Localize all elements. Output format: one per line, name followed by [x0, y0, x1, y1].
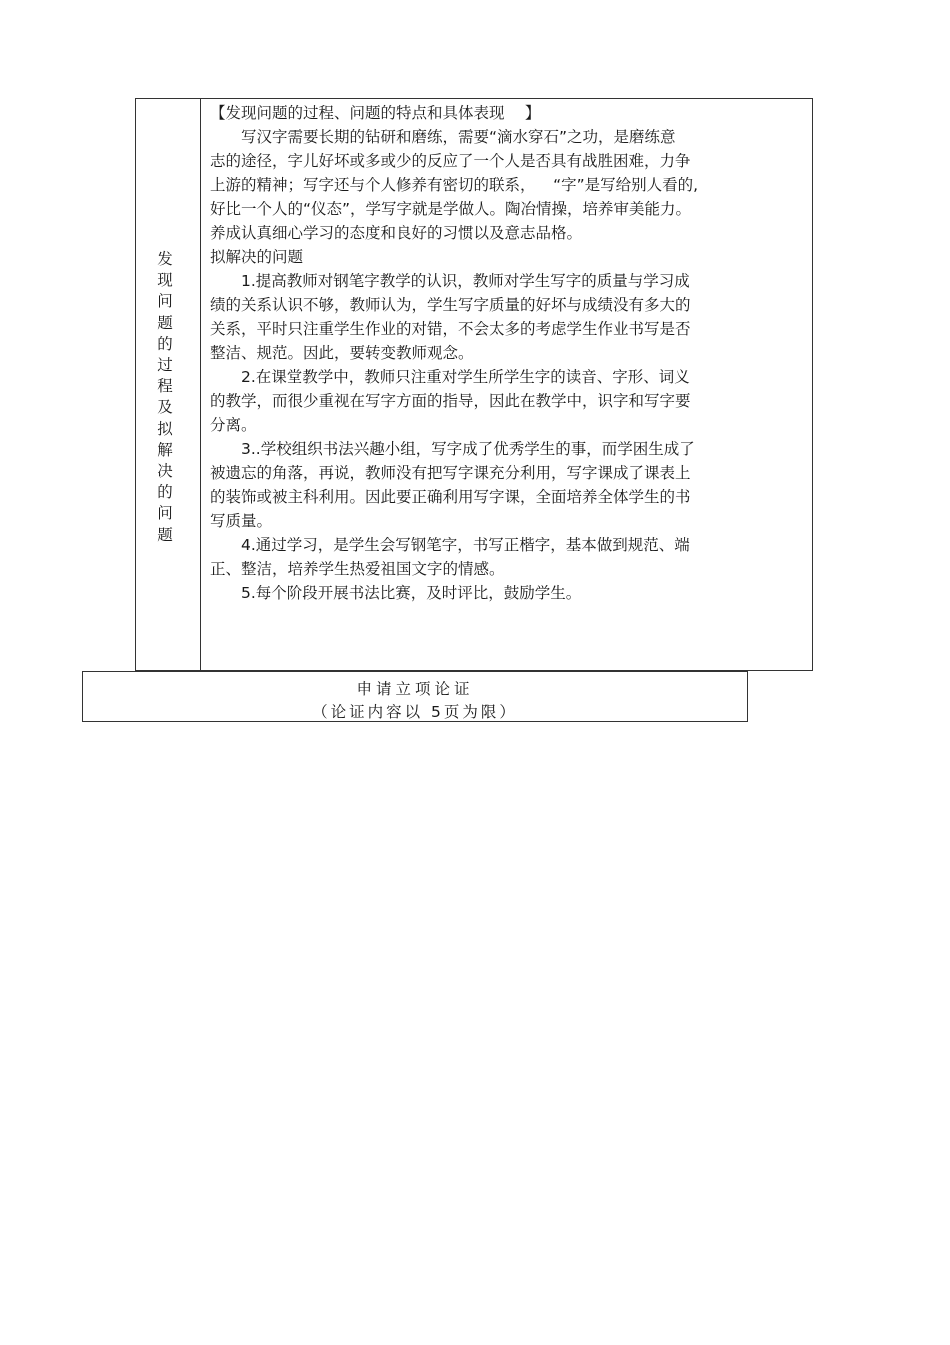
item-line: 正、整洁，培养学生热爱祖国文字的情感。	[210, 560, 505, 578]
list-item	[210, 437, 800, 533]
subheading: 拟解决的问题	[210, 248, 304, 266]
proposal-argument-table	[82, 671, 748, 722]
intro-line: 养成认真细心学习的态度和良好的习惯以及意志品格。	[210, 224, 583, 242]
item-line: 绩的关系认识不够，教师认为，学生写字质量的好坏与成绩没有多大的	[210, 296, 691, 314]
section-content-cell	[210, 101, 800, 605]
section-label: 发现问题的过程及拟解决的问题	[157, 250, 173, 544]
item-line: 被遗忘的角落，再说，教师没有把写字课充分利用，写字课成了课表上	[210, 464, 691, 482]
list-item	[210, 581, 800, 605]
item-line: 的教学，而很少重视在写字方面的指导，因此在教学中，识字和写字要	[210, 392, 691, 410]
list-item	[210, 365, 800, 437]
problem-section-table	[135, 98, 813, 671]
item-line: 整洁、规范。因此，要转变教师观念。	[210, 344, 474, 362]
item-line: 5.每个阶段开展书法比赛，及时评比，鼓励学生。	[210, 584, 582, 602]
item-line: 关系，平时只注重学生作业的对错，不会太多的考虑学生作业书写是否	[210, 320, 691, 338]
item-line: 4.通过学习，是学生会写钢笔字，书写正楷字，基本做到规范、端	[210, 536, 690, 554]
intro-line: 好比一个人的“仪态”，学写字就是学做人。陶冶情操，培养审美能力。	[210, 200, 692, 218]
list-item	[210, 533, 800, 581]
item-line: 分离。	[210, 416, 257, 434]
item-line: 的装饰或被主科利用。因此要正确利用写字课，全面培养全体学生的书	[210, 488, 691, 506]
section-heading: 【发现问题的过程、问题的特点和具体表现 】	[210, 104, 541, 122]
item-line: 2.在课堂教学中，教师只注重对学生所学生字的读音、字形、词义	[210, 368, 690, 386]
item-line: 写质量。	[210, 512, 273, 530]
proposal-limit-note: （论证内容以 5页为限）	[312, 703, 518, 721]
intro-line: 写汉字需要长期的钻研和磨练，需要“滴水穿石”之功，是磨练意	[210, 128, 676, 146]
intro-paragraph	[210, 125, 800, 245]
intro-line: 志的途径，字儿好坏或多或少的反应了一个人是否具有战胜困难，力争	[210, 152, 691, 170]
proposal-title: 申请立项论证	[356, 680, 474, 698]
list-item	[210, 269, 800, 365]
item-line: 3..学校组织书法兴趣小组，写字成了优秀学生的事，而学困生成了	[210, 440, 695, 458]
section-label-cell	[136, 99, 201, 670]
item-line: 1.提高教师对钢笔字教学的认识，教师对学生写字的质量与学习成	[210, 272, 690, 290]
intro-line: 上游的精神；写字还与个人修养有密切的联系， “字”是写给别人看的,	[210, 176, 699, 194]
